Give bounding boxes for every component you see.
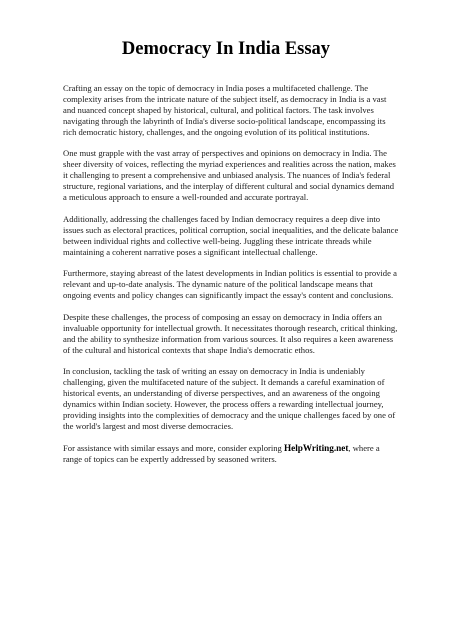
paragraph-line: providing insights into the complexities of democracy and the unique challenges faced by one of [63, 410, 396, 421]
paragraph-4 [63, 268, 397, 301]
closing-paragraph [63, 443, 388, 465]
paragraph-line: structure, regional variations, and the interplay of different cultural and social dynamics demand [63, 181, 395, 192]
paragraph-line: issues such as electoral practices, political corruption, social inequalities, and the delicate balance [63, 224, 399, 235]
paragraph-line: Furthermore, staying abreast of the latest developments in Indian politics is essential to provide a [63, 268, 397, 279]
paragraph-line: navigating through the labyrinth of India's diverse socio-political landscape, encompassing its [63, 115, 386, 126]
paragraph-5 [63, 311, 398, 356]
paragraph-line: maintaining a coherent narrative poses a significant intellectual challenge. [63, 246, 318, 257]
paragraph-1 [63, 83, 388, 138]
paragraph-2 [63, 148, 396, 203]
paragraph-line: One must grapple with the vast array of perspectives and opinions on democracy in India. The [63, 148, 387, 159]
paragraph-line: Despite these challenges, the process of composing an essay on democracy in India offers an [63, 311, 382, 322]
paragraph-line: Additionally, addressing the challenges faced by Indian democracy requires a deep dive into [63, 213, 381, 224]
paragraph-3 [63, 213, 399, 258]
paragraph-line: a meticulous approach to ensure a well-rounded and accurate portrayal. [63, 192, 309, 203]
paragraph-line: rich democratic history, challenges, and the ongoing evolution of its political institutions. [63, 126, 370, 137]
paragraph-line: In conclusion, tackling the task of writing an essay on democracy in India is undeniably [63, 366, 365, 377]
paragraph-line: relevant and up-to-date analysis. The dynamic nature of the political landscape means that [63, 279, 373, 290]
paragraph-line: Crafting an essay on the topic of democracy in India poses a multifaceted challenge. The [63, 83, 369, 93]
paragraph-line: of the cultural and historical contexts that shape India's democratic ethos. [63, 344, 315, 355]
document-title: Democracy In India Essay [121, 39, 331, 59]
paragraph-6 [63, 366, 396, 432]
document-body [63, 83, 399, 476]
paragraph-line: between individual rights and collective well-being. Juggling these intricate threads while [63, 235, 372, 246]
closing-line-2: range of topics can be expertly addressed by seasoned writers. [63, 453, 277, 464]
paragraph-line: ongoing events and policy changes can significantly impact the essay's content and conclusions. [63, 290, 394, 301]
paragraph-line: sheer diversity of voices, reflecting the myriad experiences and realities across the nation, makes [63, 159, 396, 170]
paragraph-line: complexity arises from the intricate nature of the subject itself, as democracy in India is a vast [63, 93, 387, 104]
paragraph-line: challenging, given the multifaceted nature of the subject. It demands a careful examination of [63, 377, 385, 388]
paragraph-line: and the ability to synthesize information from various sources. It also requires a keen awareness [63, 333, 394, 344]
closing-line [63, 443, 388, 454]
paragraph-line: and nuanced concept shaped by historical, cultural, and political factors. The task involves [63, 104, 374, 115]
closing-text-before-link: For assistance with similar essays and more, consider exploring [63, 442, 285, 453]
paragraph-line: historical events, an understanding of diverse perspectives, and an awareness of the ongoing [63, 388, 380, 399]
helpwriting-link[interactable]: HelpWriting.net [284, 442, 349, 453]
paragraph-line: dynamics within Indian society. However, the process offers a rewarding intellectual journey, [63, 399, 384, 410]
paragraph-line: the world's largest and most diverse democracies. [63, 421, 234, 432]
paragraph-line: it challenging to present a comprehensive and unbiased analysis. The nuances of India's federal [63, 170, 391, 181]
closing-text-after-link: , where a [348, 442, 380, 453]
paragraph-line: invaluable opportunity for intellectual growth. It necessitates thorough research, critical thinking, [63, 322, 398, 333]
